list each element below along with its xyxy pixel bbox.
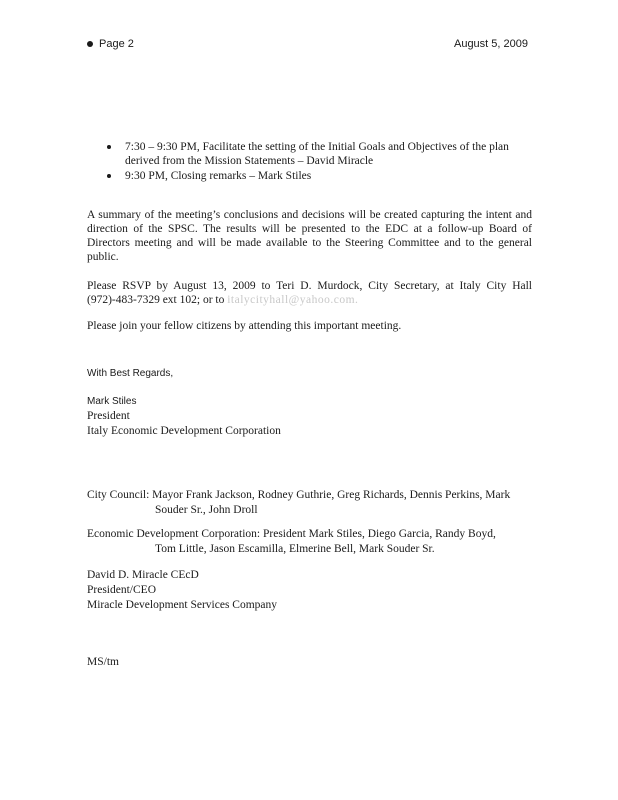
city-council-label: City Council: [87, 489, 150, 501]
consultant-name: David D. Miracle CEcD [87, 569, 199, 581]
consultant-signature [87, 568, 277, 613]
edc-line [87, 527, 527, 542]
bullet-icon [107, 174, 111, 178]
page-header-left [87, 38, 134, 50]
rsvp-email-link[interactable]: italycityhall@yahoo.com. [227, 294, 359, 306]
edc-members-continued: Tom Little, Jason Escamilla, Elmerine Bell, Mark Souder Sr. [155, 543, 435, 555]
city-council-line [87, 488, 527, 503]
closing-salutation: With Best Regards, [87, 368, 174, 379]
distribution-city-council [87, 488, 527, 518]
agenda-item [107, 140, 527, 168]
consultant-company: Miracle Development Services Company [87, 599, 278, 611]
edc-members: President Mark Stiles, Diego Garcia, Randy Boyd, [262, 528, 496, 540]
city-council-members-continued: Souder Sr., John Droll [155, 504, 258, 516]
distribution-edc [87, 527, 527, 557]
agenda-list [107, 140, 527, 184]
rsvp-text: Please RSVP by August 13, 2009 to Teri D. Murdock, City Secretary, at Italy City Hall (972)-483-7329 ext 102; or to [87, 280, 532, 306]
signer-title: President [87, 410, 130, 422]
agenda-item [107, 169, 527, 183]
typist-initials: MS/tm [87, 656, 119, 668]
consultant-title: President/CEO [87, 584, 156, 596]
invitation-paragraph: Please join your fellow citizens by attending this important meeting. [87, 320, 402, 332]
page-number: Page 2 [99, 38, 134, 50]
rsvp-paragraph [87, 279, 532, 307]
agenda-item-text: 7:30 – 9:30 PM, Facilitate the setting of the Initial Goals and Objectives of the plan derived from the Mission Statements – David Miracle [125, 141, 509, 167]
agenda-item-text: 9:30 PM, Closing remarks – Mark Stiles [125, 170, 312, 182]
edc-label: Economic Development Corporation: [87, 528, 261, 540]
city-council-members: Mayor Frank Jackson, Rodney Guthrie, Greg Richards, Dennis Perkins, Mark [152, 489, 511, 501]
signer-organization: Italy Economic Development Corporation [87, 425, 281, 437]
summary-paragraph: A summary of the meeting’s conclusions and decisions will be created capturing the intent and direction of the SPSC. The results will be presented to the EDC at a follow-up Board of Directors meeting and will be made available to the Steering Committee and to the general public. [87, 209, 532, 263]
bullet-icon [107, 145, 111, 149]
letter-date: August 5, 2009 [453, 38, 528, 50]
bullet-icon [87, 41, 93, 47]
signer-name: Mark Stiles [87, 396, 137, 407]
